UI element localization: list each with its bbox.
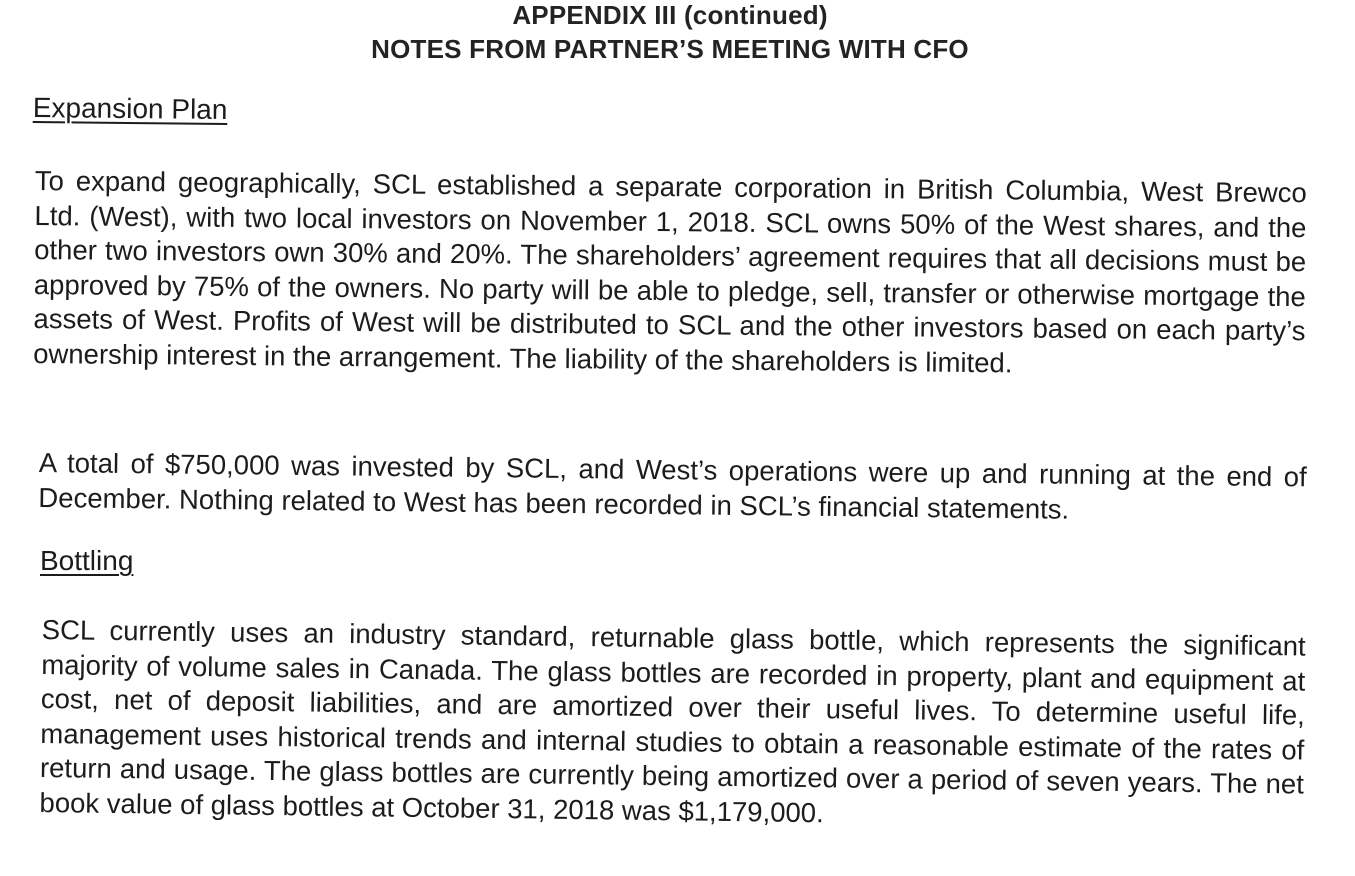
paragraph-expansion-1: To expand geographically, SCL established a separate corporation in British Columbia, West Brewco Ltd. (West), with two local investors on November 1, 2018. SCL owns 50% of the West shares, and the other two investors own 30% and 20%. The shareholders’ agreement requires that all decisions must be approved by 75% of the owners. No party will be able to pledge, sell, transfer or otherwise mortgage the assets of West. Profits of West will be distributed to SCL and the other investors based on each party’s ownership interest in the arrangement. The liability of the shareholders is limited.: [33, 164, 1307, 378]
notes-title: NOTES FROM PARTNER’S MEETING WITH CFO: [371, 34, 969, 64]
paragraph-bottling-1: SCL currently uses an industry standard, returnable glass bottle, which represents the significant majority of volume sales in Canada. The glass bottles are recorded in property, plant and equipment at cost, net of deposit liabilities, and are amortized over their useful lives. To determine useful life, management uses historical trends and internal studies to obtain a reasonable estimate of the rates of return and usage. The glass bottles are currently being amortized over a period of seven years. The net book value of glass bottles at October 31, 2018 was $1,179,000.: [39, 613, 1306, 828]
section-heading-bottling: Bottling: [40, 545, 134, 576]
appendix-title: APPENDIX III (continued): [512, 0, 828, 30]
paragraph-expansion-2: A total of $750,000 was invested by SCL, and West’s operations were up and running at the end of December. Nothing related to West has been recorded in SCL’s financial statements.: [38, 446, 1307, 525]
section-heading-expansion-plan: Expansion Plan: [32, 92, 228, 126]
